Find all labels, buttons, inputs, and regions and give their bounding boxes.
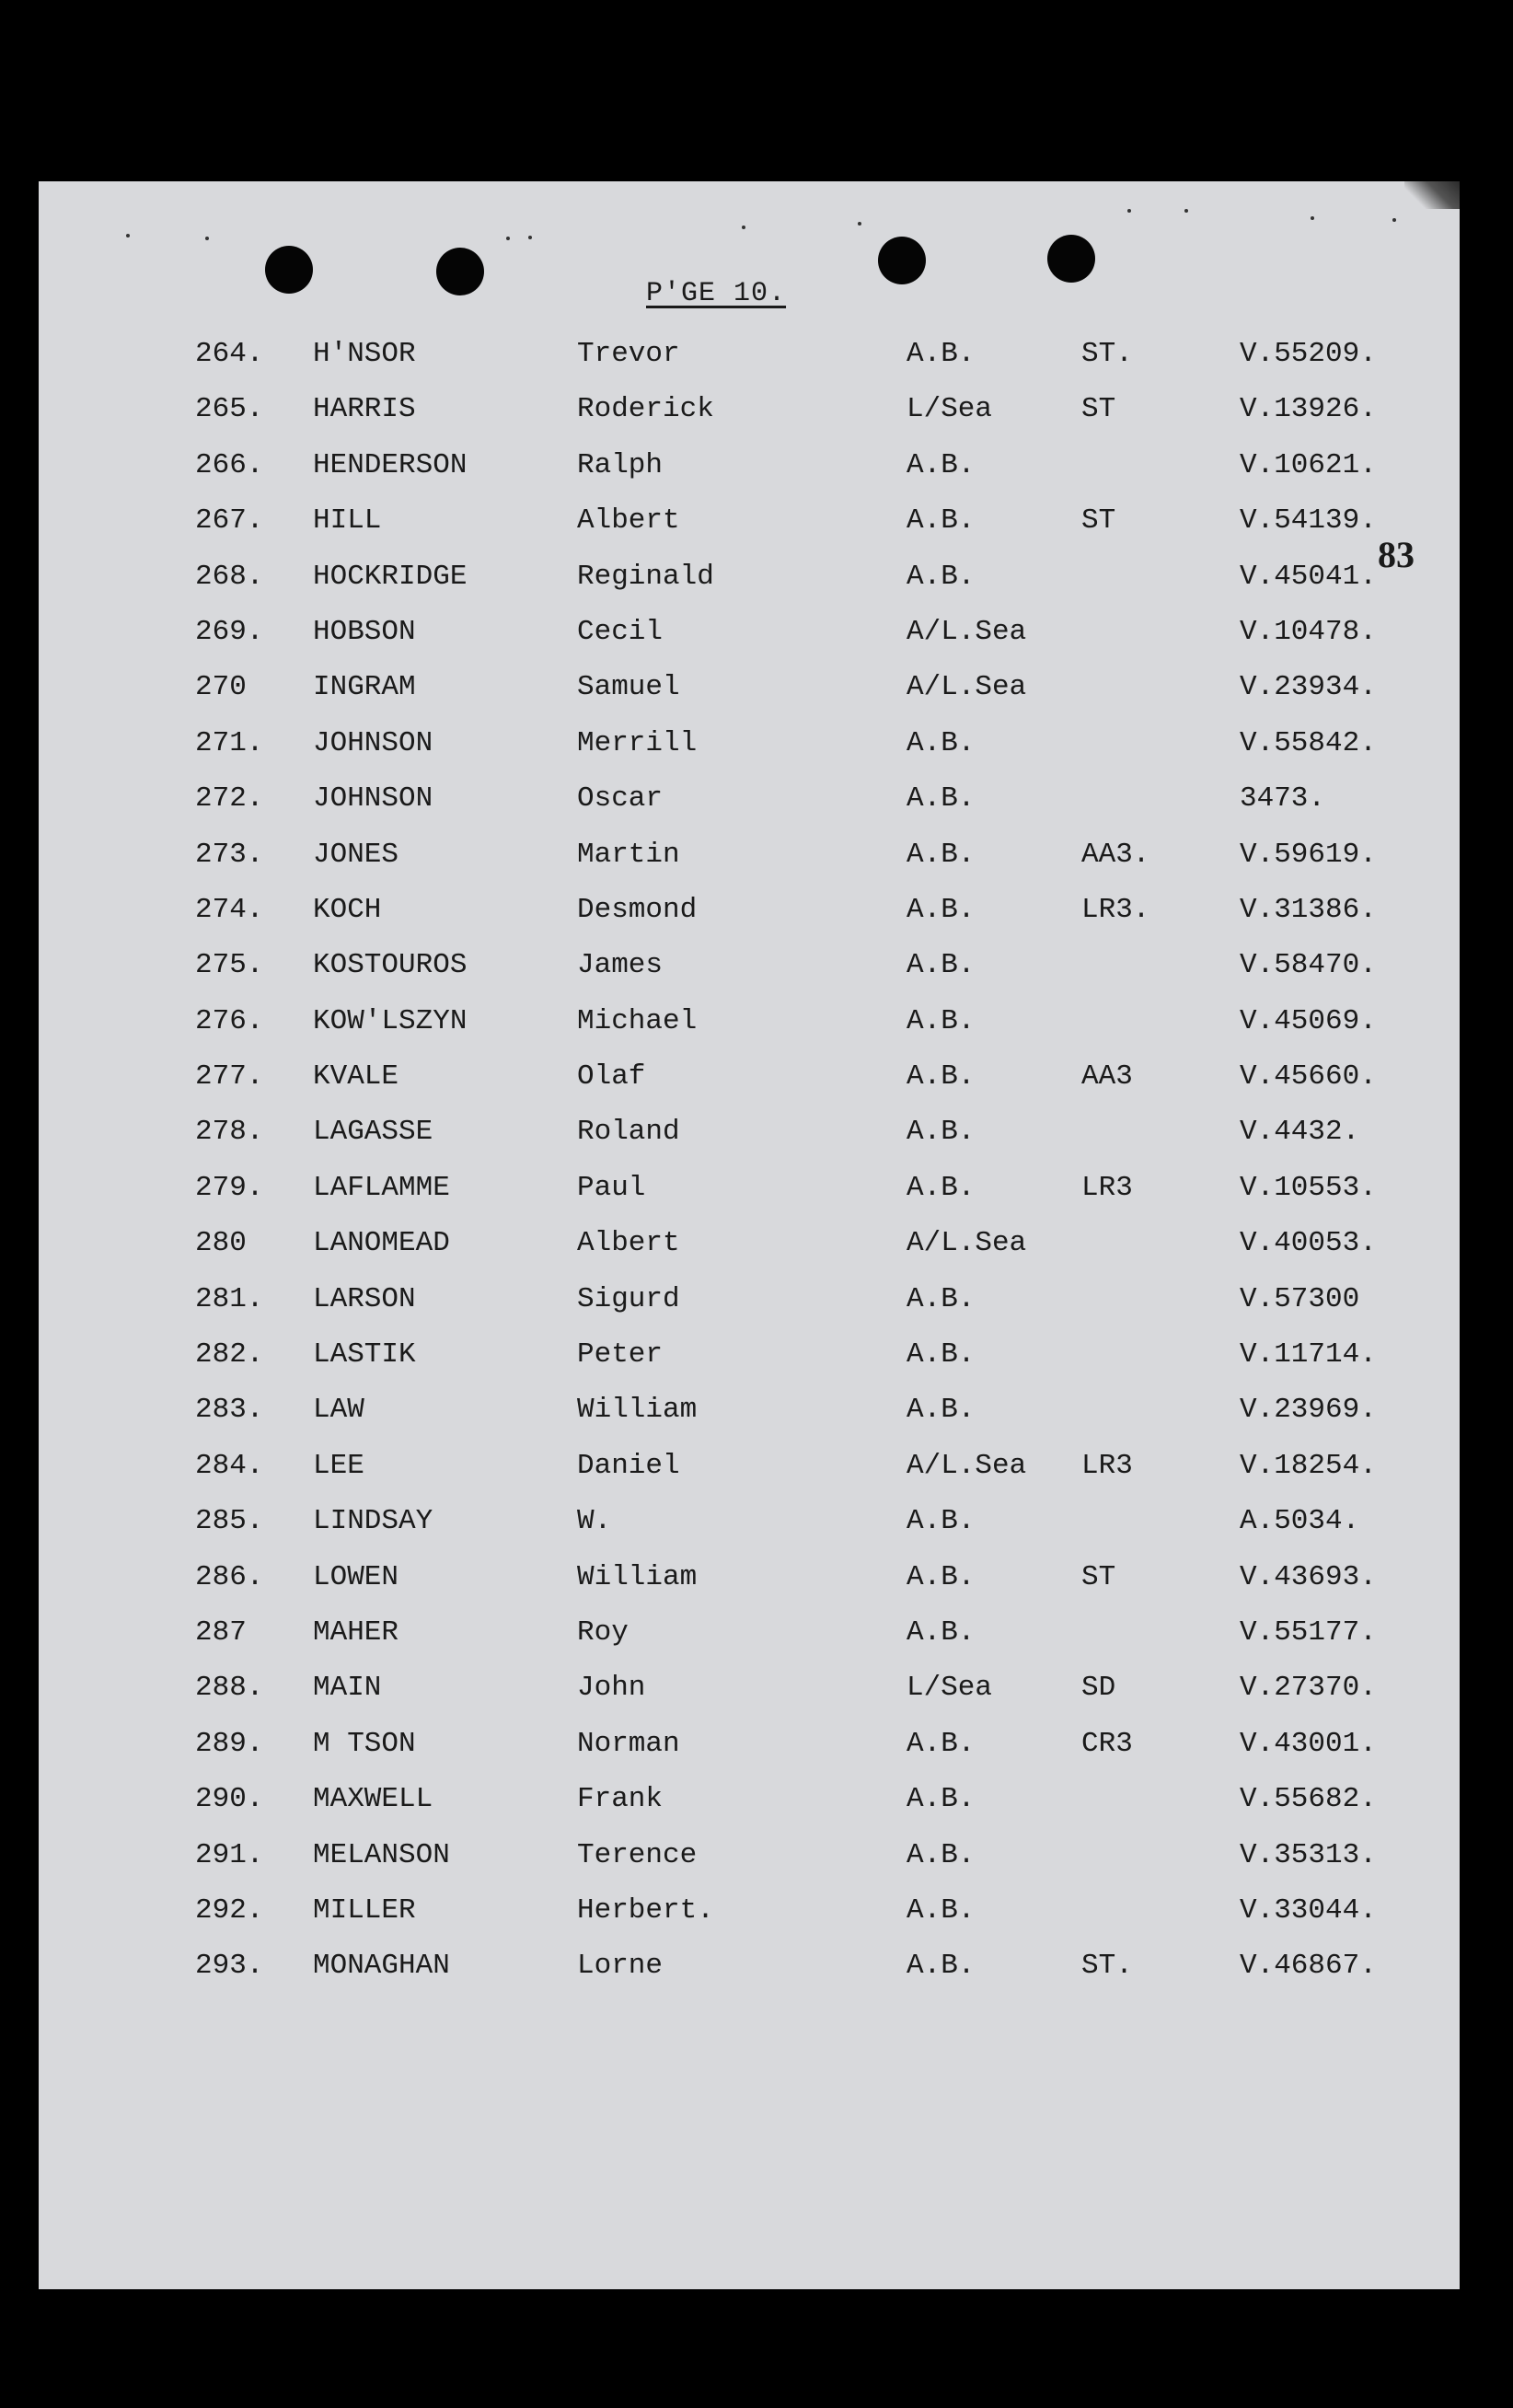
official-number: V.55177. bbox=[1240, 1615, 1377, 1649]
surname: LOWEN bbox=[313, 1560, 399, 1593]
surname: JONES bbox=[313, 838, 399, 871]
surname: INGRAM bbox=[313, 671, 416, 704]
row-number: 271. bbox=[195, 726, 264, 759]
speck bbox=[858, 222, 861, 226]
row-number: 281. bbox=[195, 1282, 264, 1315]
row-number: 273. bbox=[195, 838, 264, 871]
list-row bbox=[39, 725, 1460, 781]
page-heading: P'GE 10. bbox=[646, 278, 787, 309]
row-number: 277. bbox=[195, 1060, 264, 1094]
surname: HOCKRIDGE bbox=[313, 560, 468, 593]
row-number: 265. bbox=[195, 393, 264, 426]
rank: A.B. bbox=[907, 448, 976, 481]
given-name: Peter bbox=[577, 1338, 664, 1372]
list-row bbox=[39, 614, 1460, 669]
folded-corner bbox=[1404, 181, 1460, 209]
surname: JOHNSON bbox=[313, 782, 433, 816]
official-number: V.27370. bbox=[1240, 1672, 1377, 1705]
surname: MILLER bbox=[313, 1893, 416, 1927]
given-name: Lorne bbox=[577, 1950, 664, 1983]
given-name: Olaf bbox=[577, 1060, 646, 1094]
punch-hole-3 bbox=[878, 237, 926, 284]
surname: LAGASSE bbox=[313, 1116, 433, 1149]
row-number: 264. bbox=[195, 338, 264, 370]
speck bbox=[528, 236, 532, 239]
row-number: 283. bbox=[195, 1394, 264, 1427]
row-number: 275. bbox=[195, 949, 264, 982]
speck bbox=[1184, 209, 1188, 213]
qualification: ST bbox=[1081, 1560, 1116, 1593]
crew-list bbox=[39, 336, 1460, 2004]
list-row bbox=[39, 1337, 1460, 1392]
surname: M TSON bbox=[313, 1727, 416, 1760]
official-number: V.55842. bbox=[1240, 726, 1377, 759]
list-row bbox=[39, 336, 1460, 391]
official-number: V.31386. bbox=[1240, 893, 1377, 926]
punch-hole-2 bbox=[436, 248, 484, 295]
official-number: V.33044. bbox=[1240, 1893, 1377, 1927]
given-name: William bbox=[577, 1560, 698, 1593]
official-number: V.55682. bbox=[1240, 1783, 1377, 1816]
surname: LEE bbox=[313, 1449, 364, 1482]
official-number: V.43001. bbox=[1240, 1727, 1377, 1760]
official-number: V.43693. bbox=[1240, 1560, 1377, 1593]
surname: HENDERSON bbox=[313, 448, 468, 481]
list-row bbox=[39, 1837, 1460, 1893]
list-row bbox=[39, 1615, 1460, 1670]
speck bbox=[742, 226, 745, 229]
rank: A.B. bbox=[907, 338, 976, 370]
list-row bbox=[39, 1670, 1460, 1725]
row-number: 276. bbox=[195, 1004, 264, 1037]
given-name: Daniel bbox=[577, 1449, 680, 1482]
speck bbox=[1392, 218, 1396, 222]
rank: A.B. bbox=[907, 504, 976, 538]
list-row bbox=[39, 1114, 1460, 1169]
rank: A.B. bbox=[907, 1282, 976, 1315]
surname: HARRIS bbox=[313, 393, 416, 426]
official-number: V.59619. bbox=[1240, 838, 1377, 871]
official-number: V.57300 bbox=[1240, 1282, 1360, 1315]
row-number: 292. bbox=[195, 1893, 264, 1927]
speck bbox=[1311, 216, 1314, 220]
official-number: V.10553. bbox=[1240, 1171, 1377, 1204]
row-number: 286. bbox=[195, 1560, 264, 1593]
list-row bbox=[39, 1281, 1460, 1337]
qualification: AA3 bbox=[1081, 1060, 1133, 1094]
given-name: John bbox=[577, 1672, 646, 1705]
surname: MAHER bbox=[313, 1615, 399, 1649]
list-row bbox=[39, 669, 1460, 724]
rank: A/L.Sea bbox=[907, 671, 1027, 704]
row-number: 280 bbox=[195, 1227, 247, 1260]
surname: MELANSON bbox=[313, 1838, 450, 1871]
official-number: V.46867. bbox=[1240, 1950, 1377, 1983]
given-name: Oscar bbox=[577, 782, 664, 816]
given-name: Cecil bbox=[577, 615, 664, 648]
official-number: V.40053. bbox=[1240, 1227, 1377, 1260]
qualification: SD bbox=[1081, 1672, 1116, 1705]
row-number: 282. bbox=[195, 1338, 264, 1372]
given-name: W. bbox=[577, 1505, 612, 1538]
row-number: 267. bbox=[195, 504, 264, 538]
rank: A.B. bbox=[907, 1727, 976, 1760]
qualification: ST. bbox=[1081, 338, 1133, 370]
list-row bbox=[39, 837, 1460, 892]
given-name: Norman bbox=[577, 1727, 680, 1760]
row-number: 268. bbox=[195, 560, 264, 593]
row-number: 289. bbox=[195, 1727, 264, 1760]
surname: LASTIK bbox=[313, 1338, 416, 1372]
punch-hole-1 bbox=[265, 246, 313, 294]
rank: A.B. bbox=[907, 1338, 976, 1372]
rank: A.B. bbox=[907, 1560, 976, 1593]
official-number: V.23969. bbox=[1240, 1394, 1377, 1427]
list-row bbox=[39, 781, 1460, 836]
list-row bbox=[39, 1448, 1460, 1503]
surname: LANOMEAD bbox=[313, 1227, 450, 1260]
rank: A.B. bbox=[907, 1783, 976, 1816]
official-number: 3473. bbox=[1240, 782, 1326, 816]
rank: A.B. bbox=[907, 1838, 976, 1871]
surname: H'NSOR bbox=[313, 338, 416, 370]
surname: HILL bbox=[313, 504, 382, 538]
rank: A.B. bbox=[907, 1950, 976, 1983]
given-name: Roland bbox=[577, 1116, 680, 1149]
list-row bbox=[39, 1726, 1460, 1781]
list-row bbox=[39, 1392, 1460, 1447]
list-row bbox=[39, 1003, 1460, 1059]
surname: KVALE bbox=[313, 1060, 399, 1094]
row-number: 270 bbox=[195, 671, 247, 704]
rank: L/Sea bbox=[907, 1672, 993, 1705]
given-name: Roderick bbox=[577, 393, 714, 426]
rank: A.B. bbox=[907, 726, 976, 759]
official-number: V.45660. bbox=[1240, 1060, 1377, 1094]
list-row bbox=[39, 1781, 1460, 1836]
surname: LINDSAY bbox=[313, 1505, 433, 1538]
row-number: 274. bbox=[195, 893, 264, 926]
rank: A.B. bbox=[907, 1004, 976, 1037]
speck bbox=[205, 237, 209, 240]
surname: KOW'LSZYN bbox=[313, 1004, 468, 1037]
official-number: V.13926. bbox=[1240, 393, 1377, 426]
page-stamp-number: 83 bbox=[1378, 534, 1415, 575]
qualification: AA3. bbox=[1081, 838, 1150, 871]
rank: A/L.Sea bbox=[907, 1227, 1027, 1260]
row-number: 269. bbox=[195, 615, 264, 648]
list-row bbox=[39, 1170, 1460, 1225]
rank: A.B. bbox=[907, 1505, 976, 1538]
surname: MAIN bbox=[313, 1672, 382, 1705]
official-number: V.54139. bbox=[1240, 504, 1377, 538]
speck bbox=[1127, 209, 1131, 213]
given-name: Herbert. bbox=[577, 1893, 714, 1927]
surname: LAFLAMME bbox=[313, 1171, 450, 1204]
rank: A.B. bbox=[907, 838, 976, 871]
rank: A.B. bbox=[907, 1394, 976, 1427]
given-name: Trevor bbox=[577, 338, 680, 370]
surname: KOCH bbox=[313, 893, 382, 926]
punch-hole-4 bbox=[1047, 235, 1095, 283]
list-row bbox=[39, 503, 1460, 558]
list-row bbox=[39, 892, 1460, 947]
given-name: Reginald bbox=[577, 560, 714, 593]
official-number: V.23934. bbox=[1240, 671, 1377, 704]
surname: HOBSON bbox=[313, 615, 416, 648]
surname: LAW bbox=[313, 1394, 364, 1427]
qualification: LR3. bbox=[1081, 893, 1150, 926]
speck bbox=[506, 237, 510, 240]
rank: L/Sea bbox=[907, 393, 993, 426]
official-number: V.4432. bbox=[1240, 1116, 1360, 1149]
row-number: 284. bbox=[195, 1449, 264, 1482]
qualification: ST bbox=[1081, 504, 1116, 538]
list-row bbox=[39, 1559, 1460, 1615]
speck bbox=[126, 234, 130, 237]
given-name: Paul bbox=[577, 1171, 646, 1204]
qualification: ST bbox=[1081, 393, 1116, 426]
given-name: Sigurd bbox=[577, 1282, 680, 1315]
qualification: CR3 bbox=[1081, 1727, 1133, 1760]
qualification: ST. bbox=[1081, 1950, 1133, 1983]
list-row bbox=[39, 947, 1460, 1002]
rank: A.B. bbox=[907, 1060, 976, 1094]
list-row bbox=[39, 1225, 1460, 1280]
row-number: 291. bbox=[195, 1838, 264, 1871]
official-number: V.45041. bbox=[1240, 560, 1377, 593]
rank: A.B. bbox=[907, 893, 976, 926]
given-name: William bbox=[577, 1394, 698, 1427]
rank: A/L.Sea bbox=[907, 615, 1027, 648]
row-number: 293. bbox=[195, 1950, 264, 1983]
given-name: Frank bbox=[577, 1783, 664, 1816]
given-name: Terence bbox=[577, 1838, 698, 1871]
official-number: V.55209. bbox=[1240, 338, 1377, 370]
given-name: Samuel bbox=[577, 671, 680, 704]
given-name: James bbox=[577, 949, 664, 982]
official-number: A.5034. bbox=[1240, 1505, 1360, 1538]
row-number: 288. bbox=[195, 1672, 264, 1705]
official-number: V.35313. bbox=[1240, 1838, 1377, 1871]
list-row bbox=[39, 391, 1460, 446]
list-row bbox=[39, 447, 1460, 503]
row-number: 278. bbox=[195, 1116, 264, 1149]
row-number: 287 bbox=[195, 1615, 247, 1649]
given-name: Michael bbox=[577, 1004, 698, 1037]
surname: LARSON bbox=[313, 1282, 416, 1315]
surname: MONAGHAN bbox=[313, 1950, 450, 1983]
qualification: LR3 bbox=[1081, 1171, 1133, 1204]
rank: A/L.Sea bbox=[907, 1449, 1027, 1482]
rank: A.B. bbox=[907, 1615, 976, 1649]
qualification: LR3 bbox=[1081, 1449, 1133, 1482]
given-name: Albert bbox=[577, 504, 680, 538]
official-number: V.18254. bbox=[1240, 1449, 1377, 1482]
given-name: Ralph bbox=[577, 448, 664, 481]
rank: A.B. bbox=[907, 1893, 976, 1927]
rank: A.B. bbox=[907, 1116, 976, 1149]
surname: JOHNSON bbox=[313, 726, 433, 759]
rank: A.B. bbox=[907, 782, 976, 816]
official-number: V.45069. bbox=[1240, 1004, 1377, 1037]
official-number: V.11714. bbox=[1240, 1338, 1377, 1372]
row-number: 279. bbox=[195, 1171, 264, 1204]
rank: A.B. bbox=[907, 949, 976, 982]
document-sheet bbox=[39, 181, 1460, 2289]
official-number: V.10478. bbox=[1240, 615, 1377, 648]
given-name: Roy bbox=[577, 1615, 629, 1649]
list-row bbox=[39, 559, 1460, 614]
list-row bbox=[39, 1948, 1460, 2003]
row-number: 266. bbox=[195, 448, 264, 481]
rank: A.B. bbox=[907, 560, 976, 593]
rank: A.B. bbox=[907, 1171, 976, 1204]
given-name: Merrill bbox=[577, 726, 698, 759]
given-name: Desmond bbox=[577, 893, 698, 926]
row-number: 285. bbox=[195, 1505, 264, 1538]
row-number: 272. bbox=[195, 782, 264, 816]
list-row bbox=[39, 1503, 1460, 1558]
official-number: V.10621. bbox=[1240, 448, 1377, 481]
list-row bbox=[39, 1893, 1460, 1948]
official-number: V.58470. bbox=[1240, 949, 1377, 982]
surname: MAXWELL bbox=[313, 1783, 433, 1816]
row-number: 290. bbox=[195, 1783, 264, 1816]
given-name: Martin bbox=[577, 838, 680, 871]
given-name: Albert bbox=[577, 1227, 680, 1260]
list-row bbox=[39, 1059, 1460, 1114]
surname: KOSTOUROS bbox=[313, 949, 468, 982]
